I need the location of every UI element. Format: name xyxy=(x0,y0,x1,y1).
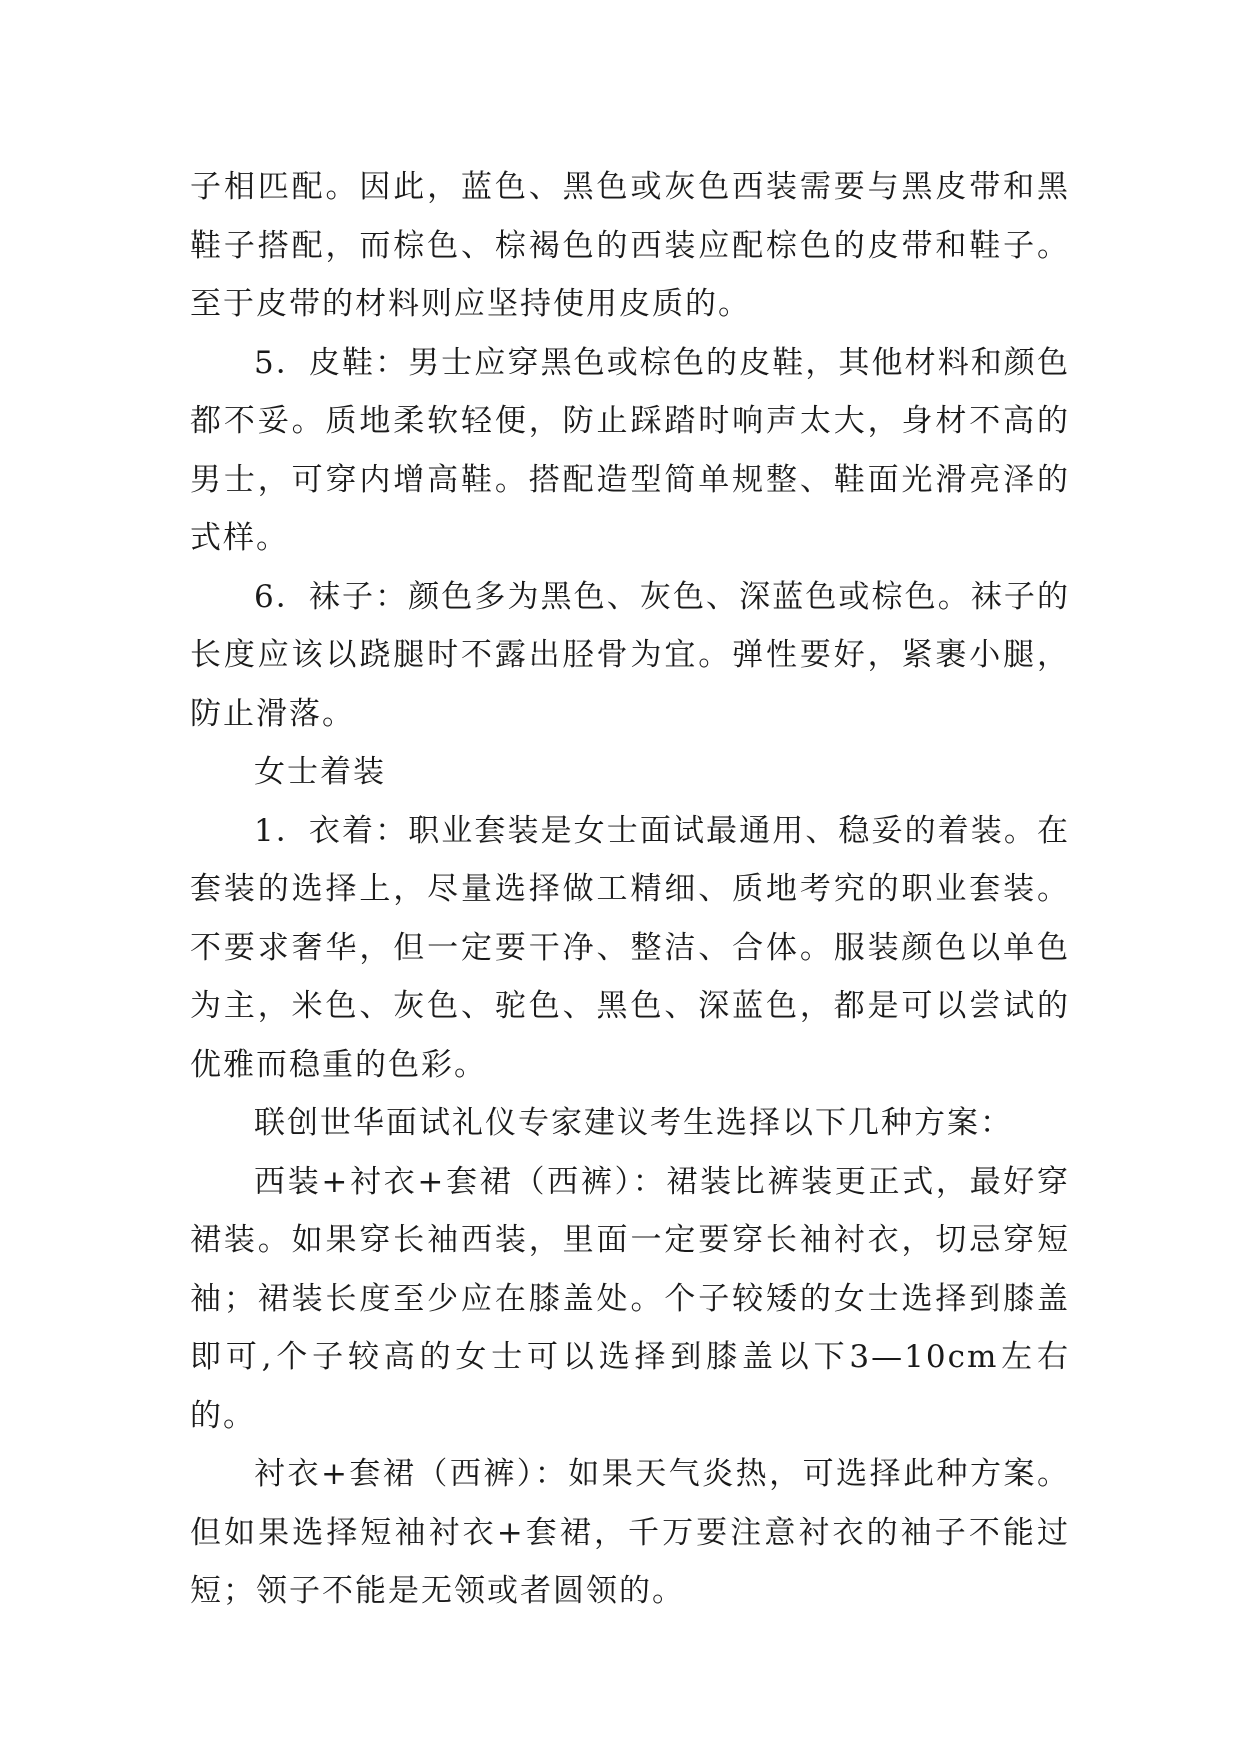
paragraph-option-suit-shirt-skirt: 西装+衬衣+套裙（西裤）：裙装比裤装更正式，最好穿裙装。如果穿长袖西装，里面一定要穿长袖衬衣，切忌穿短袖；裙装长度至少应在膝盖处。个子较矮的女士选择到膝盖即可,个子较高的女士可以选择到膝盖以下3—10cm左右的。 xyxy=(190,1163,1070,1434)
section-heading-womens-attire: 女士着装 xyxy=(254,754,386,790)
paragraph-belt-matching: 子相匹配。因此，蓝色、黑色或灰色西装需要与黑皮带和黑鞋子搭配，而棕色、棕褐色的西装应配棕色的皮带和鞋子。至于皮带的材料则应坚持使用皮质的。 xyxy=(190,169,1070,322)
paragraph-socks: 6．袜子：颜色多为黑色、灰色、深蓝色或棕色。袜子的长度应该以跷腿时不露出胫骨为宜。弹性要好，紧裹小腿，防止滑落。 xyxy=(190,578,1070,732)
paragraph-womens-clothing: 1．衣着：职业套装是女士面试最通用、稳妥的着装。在套装的选择上，尽量选择做工精细、质地考究的职业套装。不要求奢华，但一定要干净、整洁、合体。服装颜色以单色为主，米色、灰色、驼色、黑色、深蓝色，都是可以尝试的优雅而稳重的色彩。 xyxy=(190,812,1070,1083)
document-body xyxy=(190,158,1070,1621)
paragraph-expert-advice: 联创世华面试礼仪专家建议考生选择以下几种方案： xyxy=(254,1105,1013,1141)
paragraph-option-shirt-skirt: 衬衣+套裙（西裤）：如果天气炎热，可选择此种方案。但如果选择短袖衬衣+套裙，千万要注意衬衣的袖子不能过短；领子不能是无领或者圆领的。 xyxy=(190,1456,1070,1609)
paragraph-leather-shoes: 5．皮鞋：男士应穿黑色或棕色的皮鞋，其他材料和颜色都不妥。质地柔软轻便，防止踩踏时响声太大，身材不高的男士，可穿内增高鞋。搭配造型简单规整、鞋面光滑亮泽的式样。 xyxy=(190,344,1070,556)
